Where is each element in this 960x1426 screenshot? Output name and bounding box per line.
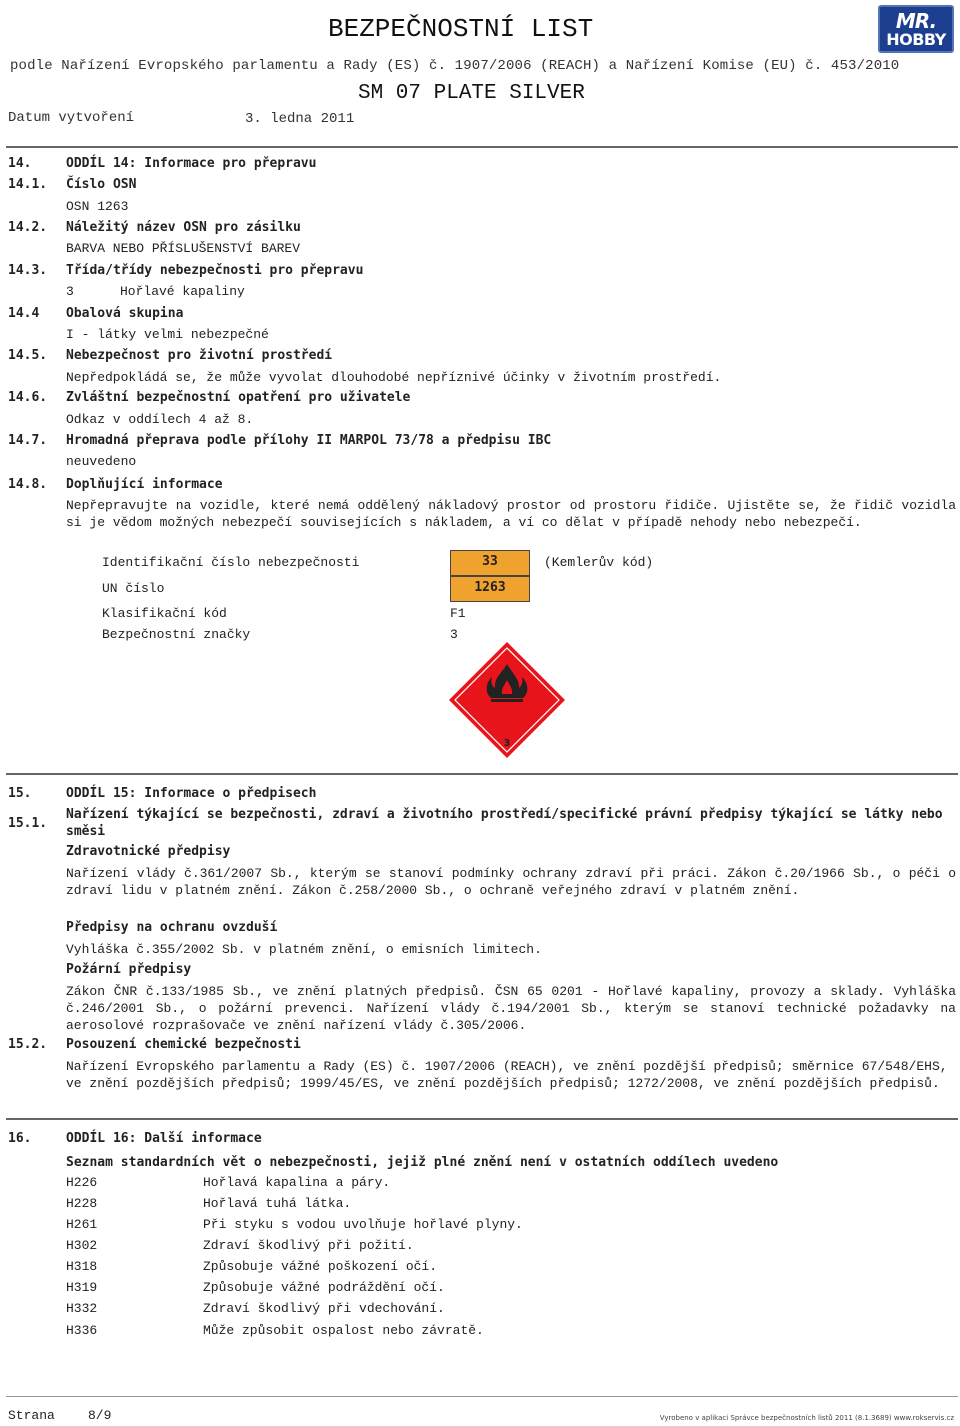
h-statement-text: Hořlavá kapalina a páry. bbox=[203, 1175, 391, 1190]
date-label: Datum vytvoření bbox=[8, 110, 135, 126]
h-statement-code: H336 bbox=[66, 1323, 98, 1338]
item-14-4-number: 14.4 bbox=[8, 306, 40, 321]
item-14-1-number: 14.1. bbox=[8, 177, 48, 192]
item-14-8-number: 14.8. bbox=[8, 477, 48, 492]
fire-regulations-heading: Požární předpisy bbox=[66, 962, 192, 977]
h-statement-code: H226 bbox=[66, 1175, 98, 1190]
h-statement-code: H318 bbox=[66, 1259, 98, 1274]
un-number-label: UN číslo bbox=[102, 581, 165, 596]
un-number-box: 1263 bbox=[450, 576, 530, 602]
h-statement-code: H302 bbox=[66, 1238, 98, 1253]
classification-code-value: F1 bbox=[450, 606, 466, 621]
h-statement-text: Hořlavá tuhá látka. bbox=[203, 1196, 352, 1211]
item-14-3-class: 3 bbox=[66, 284, 74, 299]
item-14-2-title: Náležitý název OSN pro zásilku bbox=[66, 220, 301, 235]
item-15-1-title: Nařízení týkající se bezpečnosti, zdraví a životního prostředí/specifické právní předpisy týkající se látky nebo směsi bbox=[66, 807, 943, 839]
item-14-1-value: OSN 1263 bbox=[66, 199, 129, 214]
item-14-7-number: 14.7. bbox=[8, 433, 48, 448]
item-14-4-value: I - látky velmi nebezpečné bbox=[66, 327, 269, 342]
item-15-2-title: Posouzení chemické bezpečnosti bbox=[66, 1037, 301, 1052]
air-regulations-text: Vyhláška č.355/2002 Sb. v platném znění, o emisních limitech. bbox=[66, 942, 542, 957]
mr-hobby-logo bbox=[878, 5, 954, 53]
section-15-number: 15. bbox=[8, 786, 32, 801]
fire-regulations-text: Zákon ČNR č.133/1985 Sb., ve znění platných předpisů. ČSN 65 0201 - Hořlavé kapaliny, provozy a sklady. Vyhláška č.246/2001 Sb., o požární prevenci. Nařízení vlády č.194/2001 Sb., kterým se stanoví technické požadavky na aerosolové rozprašovače ve znění nařízení vlády č.305/2006. bbox=[66, 984, 956, 1033]
hazard-id-label: Identifikační číslo nebezpečnosti bbox=[102, 555, 360, 570]
section-16-number: 16. bbox=[8, 1131, 32, 1146]
item-14-6-number: 14.6. bbox=[8, 390, 48, 405]
h-statement-text: Při styku s vodou uvolňuje hořlavé plyny. bbox=[203, 1217, 523, 1232]
header-divider bbox=[6, 146, 958, 148]
item-15-1-number: 15.1. bbox=[8, 816, 48, 831]
item-14-6-value: Odkaz v oddílech 4 až 8. bbox=[66, 412, 254, 427]
logo-text-bottom: HOBBY bbox=[886, 30, 946, 49]
item-14-8-value: Nepřepravujte na vozidle, které nemá oddělený nákladový prostor od prostoru řidiče. Ujistěte se, že řidič vozidla si je vědom možných nebezpečí souvisejících s nákladem, a ví co dělat v případě nehody nebo nebezpečí. bbox=[66, 498, 956, 530]
item-14-2-value: BARVA NEBO PŘÍSLUŠENSTVÍ BAREV bbox=[66, 241, 301, 256]
product-name: SM 07 PLATE SILVER bbox=[358, 82, 585, 105]
item-14-5-title: Nebezpečnost pro životní prostředí bbox=[66, 348, 333, 363]
classification-code-label: Klasifikační kód bbox=[102, 606, 227, 621]
air-regulations-heading: Předpisy na ochranu ovzduší bbox=[66, 920, 278, 935]
item-14-3-number: 14.3. bbox=[8, 263, 48, 278]
date-value: 3. ledna 2011 bbox=[245, 111, 355, 127]
safety-sign-value: 3 bbox=[450, 627, 458, 642]
item-14-2-number: 14.2. bbox=[8, 220, 48, 235]
section-15-divider bbox=[6, 1118, 958, 1120]
item-14-5-number: 14.5. bbox=[8, 348, 48, 363]
kemler-note: (Kemlerův kód) bbox=[544, 555, 654, 570]
section-14-title: ODDÍL 14: Informace pro přepravu bbox=[66, 156, 317, 171]
section-16-title: ODDÍL 16: Další informace bbox=[66, 1131, 262, 1146]
h-statement-code: H319 bbox=[66, 1280, 98, 1295]
h-statement-code: H228 bbox=[66, 1196, 98, 1211]
h-statement-text: Může způsobit ospalost nebo závratě. bbox=[203, 1323, 484, 1338]
item-14-6-title: Zvláštní bezpečnostní opatření pro uživatele bbox=[66, 390, 411, 405]
hazard-class-number: 3 bbox=[503, 738, 511, 749]
item-14-3-value: Hořlavé kapaliny bbox=[120, 284, 245, 299]
page-number: 8/9 bbox=[88, 1408, 112, 1423]
h-statement-text: Způsobuje vážné podráždění očí. bbox=[203, 1280, 445, 1295]
regulation-subtitle: podle Nařízení Evropského parlamentu a Rady (ES) č. 1907/2006 (REACH) a Nařízení Komise (EU) č. 453/2010 bbox=[10, 58, 900, 74]
health-regulations-text: Nařízení vlády č.361/2007 Sb., kterým se stanoví podmínky ochrany zdraví při práci. Zákon č.20/1966 Sb., o péči o zdraví lidu v platném znění. Zákon č.258/2000 Sb., o ochraně veřejného zdraví v platném znění. bbox=[66, 866, 956, 898]
document-title: BEZPEČNOSTNÍ LIST bbox=[328, 14, 594, 44]
item-14-8-title: Doplňující informace bbox=[66, 477, 223, 492]
page-label: Strana bbox=[8, 1408, 55, 1423]
h-statement-code: H261 bbox=[66, 1217, 98, 1232]
footer-divider bbox=[6, 1396, 958, 1397]
safety-sign-label: Bezpečnostní značky bbox=[102, 627, 251, 642]
section-14-number: 14. bbox=[8, 156, 32, 171]
item-14-1-title: Číslo OSN bbox=[66, 177, 137, 192]
flammable-hazard-label-icon bbox=[447, 640, 567, 760]
item-14-4-title: Obalová skupina bbox=[66, 306, 184, 321]
kemler-code-box: 33 bbox=[450, 550, 530, 576]
item-14-7-value: neuvedeno bbox=[66, 454, 137, 469]
health-regulations-heading: Zdravotnické předpisy bbox=[66, 844, 231, 859]
logo-text-top: MR. bbox=[895, 9, 937, 33]
item-15-2-number: 15.2. bbox=[8, 1037, 48, 1052]
h-statement-code: H332 bbox=[66, 1301, 98, 1316]
generator-note: Vyrobeno v aplikaci Správce bezpečnostních listů 2011 (8.1.3689) www.rokservis.cz bbox=[659, 1414, 954, 1422]
h-statement-text: Způsobuje vážné poškození očí. bbox=[203, 1259, 438, 1274]
item-14-3-title: Třída/třídy nebezpečnosti pro přepravu bbox=[66, 263, 364, 278]
chemical-safety-text: Nařízení Evropského parlamentu a Rady (ES) č. 1907/2006 (REACH), ve znění pozdější předpisů; směrnice 67/548/EHS, ve znění pozdějších předpisů; 1999/45/ES, ve znění pozdějších předpisů; 1272/2008, ve znění pozdějších předpisů. bbox=[66, 1059, 948, 1091]
item-14-7-title: Hromadná přeprava podle přílohy II MARPOL 73/78 a předpisu IBC bbox=[66, 433, 552, 448]
section-15-title: ODDÍL 15: Informace o předpisech bbox=[66, 786, 317, 801]
item-14-5-value: Nepředpokládá se, že může vyvolat dlouhodobé nepříznivé účinky v životním prostředí. bbox=[66, 370, 722, 385]
section-14-divider bbox=[6, 773, 958, 775]
h-statement-text: Zdraví škodlivý při vdechování. bbox=[203, 1301, 445, 1316]
h-statements-list-title: Seznam standardních vět o nebezpečnosti, jejiž plné znění není v ostatních oddílech uvedeno bbox=[66, 1155, 779, 1170]
h-statement-text: Zdraví škodlivý při požití. bbox=[203, 1238, 414, 1253]
